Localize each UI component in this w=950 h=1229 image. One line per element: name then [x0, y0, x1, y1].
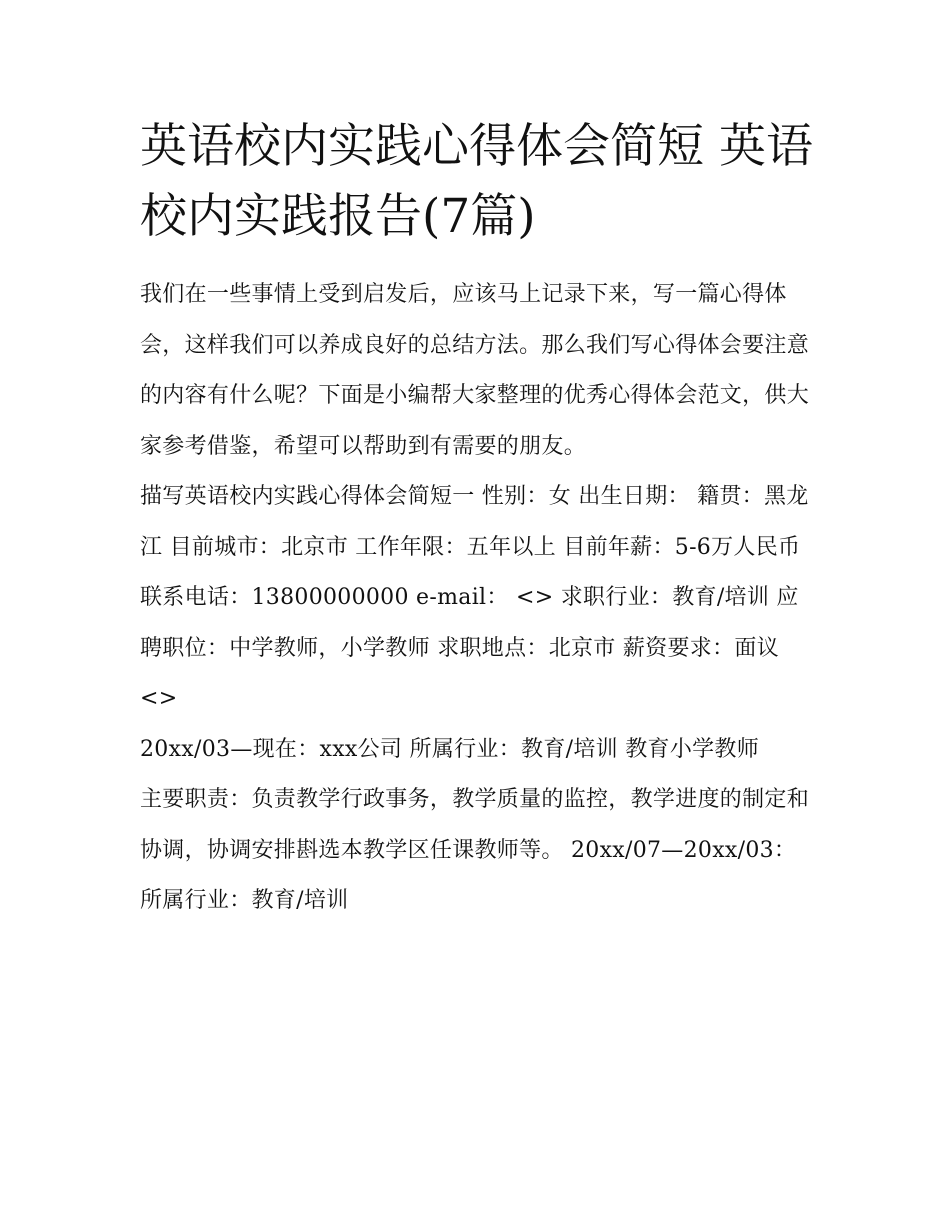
contact-info-paragraph: 联系电话：13800000000 e-mail： <> 求职行业：教育/培训 应聘职位：中学教师，小学教师 求职地点：北京市 薪资要求：面议 <> [140, 585, 799, 711]
responsibilities-paragraph: 主要职责：负责教学行政事务，教学质量的监控，教学进度的制定和协调，协调安排斟选本教学区任课教师等。 20xx/07—20xx/03： 所属行业：教育/培训 [140, 787, 810, 913]
document-body [140, 112, 820, 927]
personal-info-paragraph: 描写英语校内实践心得体会简短一 性别：女 出生日期： 籍贯：黑龙江 目前城市：北京市 工作年限：五年以上 目前年薪：5-6万人民币 [140, 484, 809, 560]
work-experience-paragraph: 20xx/03—现在：xxx公司 所属行业：教育/培训 教育小学教师 [140, 736, 760, 762]
document-title: 英语校内实践心得体会简短 英语校内实践报告(7篇) [140, 119, 813, 244]
intro-paragraph: 我们在一些事情上受到启发后，应该马上记录下来，写一篇心得体会，这样我们可以养成良好的总结方法。那么我们写心得体会要注意的内容有什么呢？下面是小编帮大家整理的优秀心得体会范文，供大家参考借鉴，希望可以帮助到有需要的朋友。 [140, 282, 810, 459]
